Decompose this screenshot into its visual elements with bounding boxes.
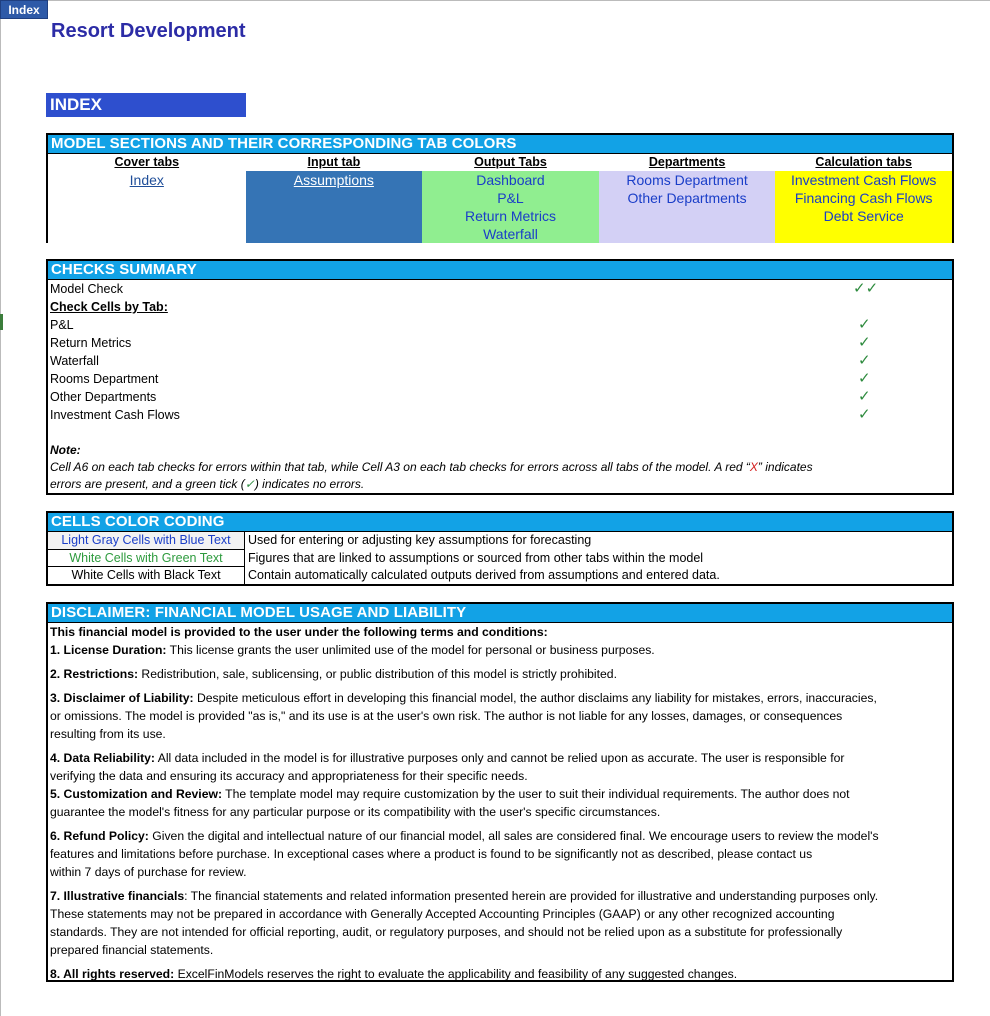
- disclaimer-item-6-label: 6. Refund Policy:: [50, 829, 149, 843]
- tab-column-2: [422, 154, 599, 244]
- disclaimer-item-4-line-1: All data included in the model is for illustrative purposes only and cannot be relied upon as accurate. The user is responsible for: [154, 751, 845, 765]
- tab-column-header: Output Tabs: [422, 154, 599, 171]
- disclaimer-item-7-line-2: These statements may not be prepared in accordance with Generally Accepted Accounting Principles (GAAP) or any other recognized accounting: [50, 907, 835, 921]
- color-coding-key: Light Gray Cells with Blue Text: [48, 532, 245, 550]
- left-border: [0, 19, 1, 1016]
- disclaimer-header: DISCLAIMER: FINANCIAL MODEL USAGE AND LIABILITY: [48, 604, 952, 623]
- check-tick-icon: ✓: [858, 370, 871, 387]
- checks-summary-header: CHECKS SUMMARY: [48, 261, 952, 280]
- disclaimer-item-1-text: This license grants the user unlimited use of the model for personal or business purposes.: [166, 643, 655, 657]
- tab-column-body: [775, 171, 952, 243]
- check-row: [48, 334, 952, 352]
- disclaimer-item-4-label: 4. Data Reliability:: [50, 751, 155, 765]
- check-row: [48, 388, 952, 406]
- disclaimer-item-1-label: 1. License Duration:: [50, 643, 167, 657]
- tab-color-columns: [48, 154, 952, 244]
- model-check-row: [48, 280, 952, 298]
- green-tick-icon: ✓: [244, 477, 255, 491]
- check-rows: [48, 316, 952, 424]
- color-coding-key: White Cells with Green Text: [48, 550, 245, 568]
- color-coding-box: [46, 511, 954, 586]
- check-label: Investment Cash Flows: [50, 408, 180, 422]
- tab-column-body: [246, 171, 423, 243]
- check-label: P&L: [50, 318, 74, 332]
- disclaimer-item-4-line-2: verifying the data and ensuring its accuracy and appropriateness for their specific needs.: [50, 769, 528, 783]
- tab-column-4: [775, 154, 952, 244]
- tab-link[interactable]: Assumptions: [293, 172, 374, 188]
- disclaimer-item-7-label: 7. Illustrative financials: [50, 889, 185, 903]
- index-tab[interactable]: Index: [0, 0, 48, 19]
- tab-link[interactable]: Rooms Department: [626, 172, 748, 188]
- tab-link[interactable]: Return Metrics: [464, 208, 556, 224]
- note-line-2: [48, 476, 952, 493]
- check-by-tab-label: Check Cells by Tab:: [50, 300, 168, 314]
- check-row: [48, 406, 952, 424]
- tab-column-3: [599, 154, 776, 244]
- tab-link[interactable]: Waterfall: [483, 226, 538, 242]
- page-title: Resort Development: [51, 20, 246, 42]
- check-tick-icon: ✓: [858, 352, 871, 369]
- color-coding-desc: Contain automatically calculated outputs derived from assumptions and entered data.: [248, 568, 720, 582]
- color-coding-row: [48, 567, 952, 585]
- note-label: Note:: [50, 443, 81, 457]
- tab-link[interactable]: Financing Cash Flows: [794, 190, 933, 206]
- model-check-status: ✓✓: [853, 280, 879, 297]
- model-sections-box: [46, 133, 954, 243]
- tab-column-body: [422, 171, 599, 243]
- tab-column-header: Departments: [599, 154, 776, 171]
- model-sections-header: MODEL SECTIONS AND THEIR CORRESPONDING TAB COLORS: [48, 135, 952, 154]
- color-coding-key: White Cells with Black Text: [48, 567, 245, 585]
- check-row: [48, 352, 952, 370]
- disclaimer-item-5-line-2: guarantee the model's fitness for any particular purpose or its compatibility with the user's specific circumstances.: [50, 805, 661, 819]
- disclaimer-item-1: [48, 641, 952, 659]
- note-text-1: Cell A6 on each tab checks for errors within that tab, while Cell A3 on each tab checks for errors across all tabs of the model. A red “: [50, 460, 750, 474]
- disclaimer-intro: This financial model is provided to the user under the following terms and conditions:: [50, 625, 548, 639]
- color-coding-desc: Used for entering or adjusting key assumptions for forecasting: [248, 533, 592, 547]
- tab-link[interactable]: Index: [129, 172, 164, 188]
- disclaimer-item-8-label: 8. All rights reserved:: [50, 967, 175, 981]
- disclaimer-item-2-label: 2. Restrictions:: [50, 667, 139, 681]
- tab-link[interactable]: Dashboard: [476, 172, 545, 188]
- check-label: Return Metrics: [50, 336, 132, 350]
- tab-link[interactable]: Investment Cash Flows: [790, 172, 937, 188]
- check-label: Rooms Department: [50, 372, 159, 386]
- disclaimer-item-5-line-1: The template model may require customization by the user to suit their individual requirements. The author does not: [222, 787, 850, 801]
- tab-link[interactable]: P&L: [497, 190, 524, 206]
- tab-column-body: [599, 171, 776, 243]
- disclaimer-item-2-text: Redistribution, sale, sublicensing, or public distribution of this model is strictly prohibited.: [138, 667, 617, 681]
- color-coding-row: [48, 550, 952, 568]
- disclaimer-item-6-line-1: Given the digital and intellectual nature of our financial model, all sales are considered final. We encourage users to review the model's: [148, 829, 879, 843]
- note-text-4: ) indicates no errors.: [254, 477, 365, 491]
- disclaimer-item-6: [48, 827, 952, 845]
- checks-summary-box: [46, 259, 954, 495]
- disclaimer-item-4: [48, 749, 952, 767]
- note-line-1: [48, 459, 952, 476]
- check-row: [48, 316, 952, 334]
- tab-column-header: Cover tabs: [48, 154, 246, 171]
- color-coding-desc: Figures that are linked to assumptions or sourced from other tabs within the model: [248, 550, 704, 565]
- disclaimer-item-2: [48, 665, 952, 683]
- top-border: [48, 0, 990, 1]
- disclaimer-item-3: [48, 689, 952, 707]
- note-text-2: ” indicates: [757, 460, 813, 474]
- disclaimer-item-5-label: 5. Customization and Review:: [50, 787, 223, 801]
- disclaimer-item-8-text: ExcelFinModels reserves the right to evaluate the applicability and feasibility of any suggested changes.: [174, 967, 738, 981]
- row-marker: [0, 314, 3, 330]
- tab-column-header: Calculation tabs: [775, 154, 952, 171]
- red-x-icon: X: [749, 460, 758, 474]
- color-coding-header: CELLS COLOR CODING: [48, 513, 952, 532]
- color-coding-row: [48, 532, 952, 550]
- tab-link[interactable]: Debt Service: [823, 208, 904, 224]
- color-coding-rows: [48, 532, 952, 585]
- disclaimer-item-3-label: 3. Disclaimer of Liability:: [50, 691, 194, 705]
- model-check-label: Model Check: [50, 282, 123, 296]
- disclaimer-item-7-line-3: standards. They are not intended for official reporting, audit, or regulatory purposes, and should not be relied upon as a substitute for professionally: [50, 925, 843, 939]
- disclaimer-item-7-line-4: prepared financial statements.: [50, 943, 214, 957]
- disclaimer-item-3-line-3: resulting from its use.: [50, 727, 166, 741]
- tab-column-body: [48, 171, 246, 243]
- check-label: Waterfall: [50, 354, 99, 368]
- disclaimer-item-5: [48, 785, 952, 803]
- disclaimer-box: [46, 602, 954, 982]
- check-row: [48, 370, 952, 388]
- tab-column-1: [246, 154, 423, 244]
- disclaimer-item-3-line-2: or omissions. The model is provided "as is," and its use is at the user's own risk. The author is not liable for any losses, damages, or consequences: [50, 709, 843, 723]
- disclaimer-item-7-line-1: : The financial statements and related information presented herein are provided for illustrative and understanding purposes only.: [184, 889, 879, 903]
- check-tick-icon: ✓: [858, 316, 871, 333]
- disclaimer-item-3-line-1: Despite meticulous effort in developing this financial model, the author disclaims any liability for mistakes, errors, inaccuracies,: [193, 691, 877, 705]
- note-text-3: errors are present, and a green tick (: [50, 477, 245, 491]
- disclaimer-item-8: [48, 965, 952, 983]
- disclaimer-item-6-line-3: within 7 days of purchase for review.: [50, 865, 247, 879]
- check-tick-icon: ✓: [858, 406, 871, 423]
- index-header: INDEX: [46, 93, 246, 117]
- tab-link[interactable]: Other Departments: [627, 190, 747, 206]
- tab-column-0: [48, 154, 246, 244]
- disclaimer-item-6-line-2: features and limitations before purchase. In exceptional cases where a product is found to be significantly not as described, please contact us: [50, 847, 813, 861]
- check-tick-icon: ✓: [858, 388, 871, 405]
- disclaimer-item-7: [48, 887, 952, 905]
- check-tick-icon: ✓: [858, 334, 871, 351]
- check-label: Other Departments: [50, 390, 157, 404]
- tab-column-header: Input tab: [246, 154, 423, 171]
